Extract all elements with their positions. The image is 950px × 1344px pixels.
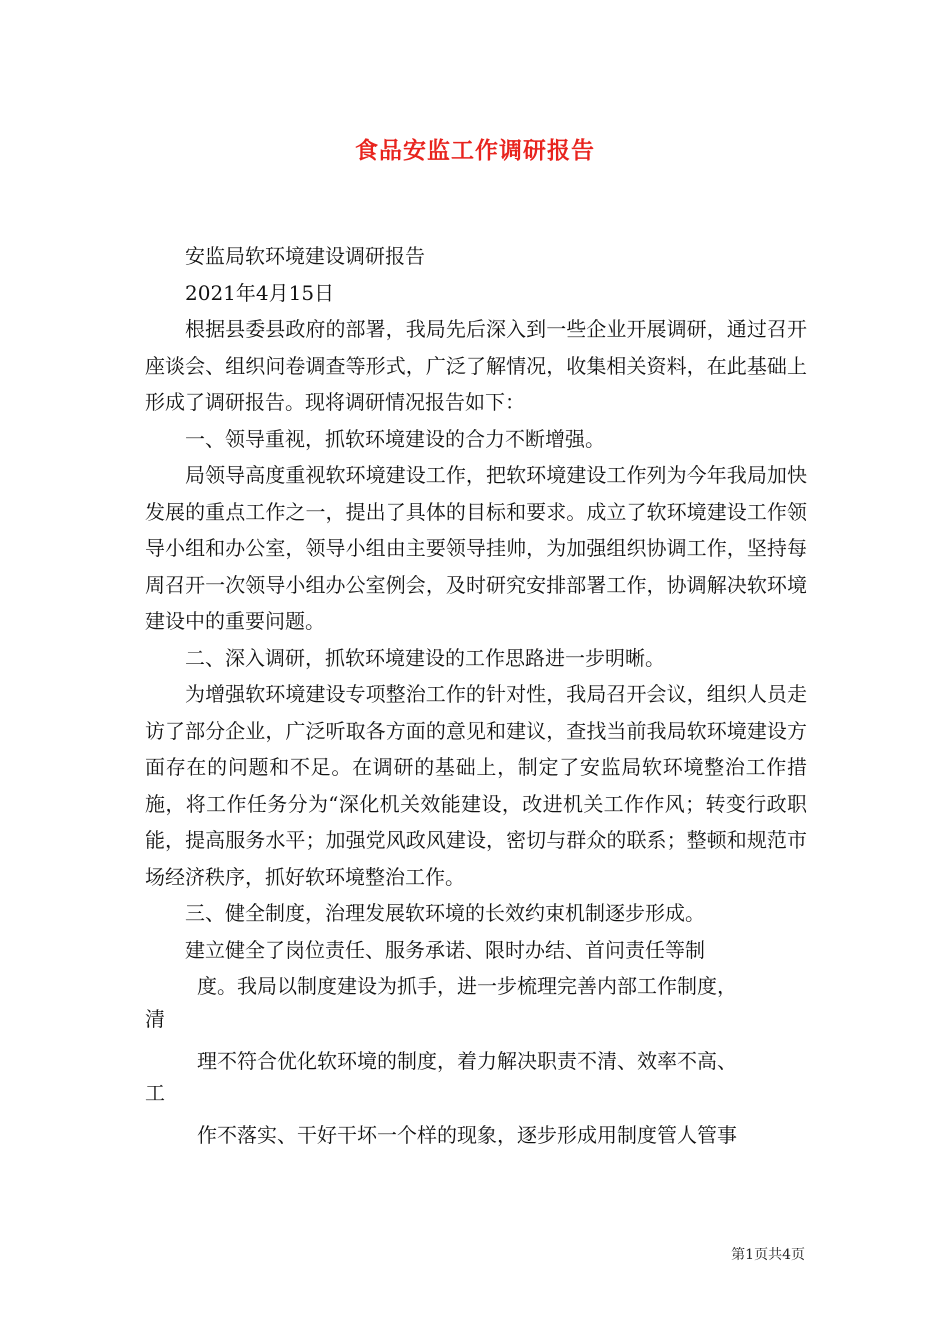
paragraph-section-2: 为增强软环境建设专项整治工作的针对性，我局召开会议，组织人员走访了部分企业，广泛听取各方面的意见和建议，查找当前我局软环境建设方面存在的问题和不足。在调研的基础上，制定了安监局软环境整治工作措施，将工作任务分为“深化机关效能建设，改进机关工作作风；转变行政职能，提高服务水平；加强党风政风建设，密切与群众的联系；整顿和规范市场经济秩序，抓好软环境整治工作。 [145, 682, 807, 889]
paragraph-intro: 根据县委县政府的部署，我局先后深入到一些企业开展调研，通过召开座谈会、组织问卷调查等形式，广泛了解情况，收集相关资料，在此基础上形成了调研报告。现将调研情况报告如下： [145, 317, 807, 414]
paragraph-line-wrap: 清 [145, 1006, 165, 1031]
document-subtitle: 安监局软环境建设调研报告 [185, 244, 425, 268]
paragraph-line: 作不落实、干好干坏一个样的现象，逐步形成用制度管人管事 [197, 1123, 737, 1147]
paragraph-line: 度。我局以制度建设为抓手，进一步梳理完善内部工作制度， [197, 974, 737, 998]
document-date: 2021年4月15日 [185, 280, 335, 305]
section-heading-2: 二、深入调研，抓软环境建设的工作思路进一步明晰。 [185, 645, 665, 670]
section-heading-1: 一、领导重视，抓软环境建设的合力不断增强。 [185, 426, 605, 451]
page-number: 第1页共4页 [731, 1247, 805, 1263]
document-title: 食品安监工作调研报告 [355, 137, 595, 164]
section-heading-3: 三、健全制度，治理发展软环境的长效约束机制逐步形成。 [185, 901, 705, 925]
document-body [145, 238, 807, 1154]
paragraph-line-wrap: 工 [145, 1081, 165, 1105]
paragraph-line: 理不符合优化软环境的制度，着力解决职责不清、效率不高、 [197, 1048, 737, 1073]
paragraph-section-1: 局领导高度重视软环境建设工作，把软环境建设工作列为今年我局加快发展的重点工作之一，提出了具体的目标和要求。成立了软环境建设工作领导小组和办公室，领导小组由主要领导挂帅，为加强组织协调工作，坚持每周召开一次领导小组办公室例会，及时研究安排部署工作，协调解决软环境建设中的重要问题。 [145, 463, 807, 633]
paragraph-section-3: 建立健全了岗位责任、服务承诺、限时办结、首问责任等制 [185, 937, 705, 962]
